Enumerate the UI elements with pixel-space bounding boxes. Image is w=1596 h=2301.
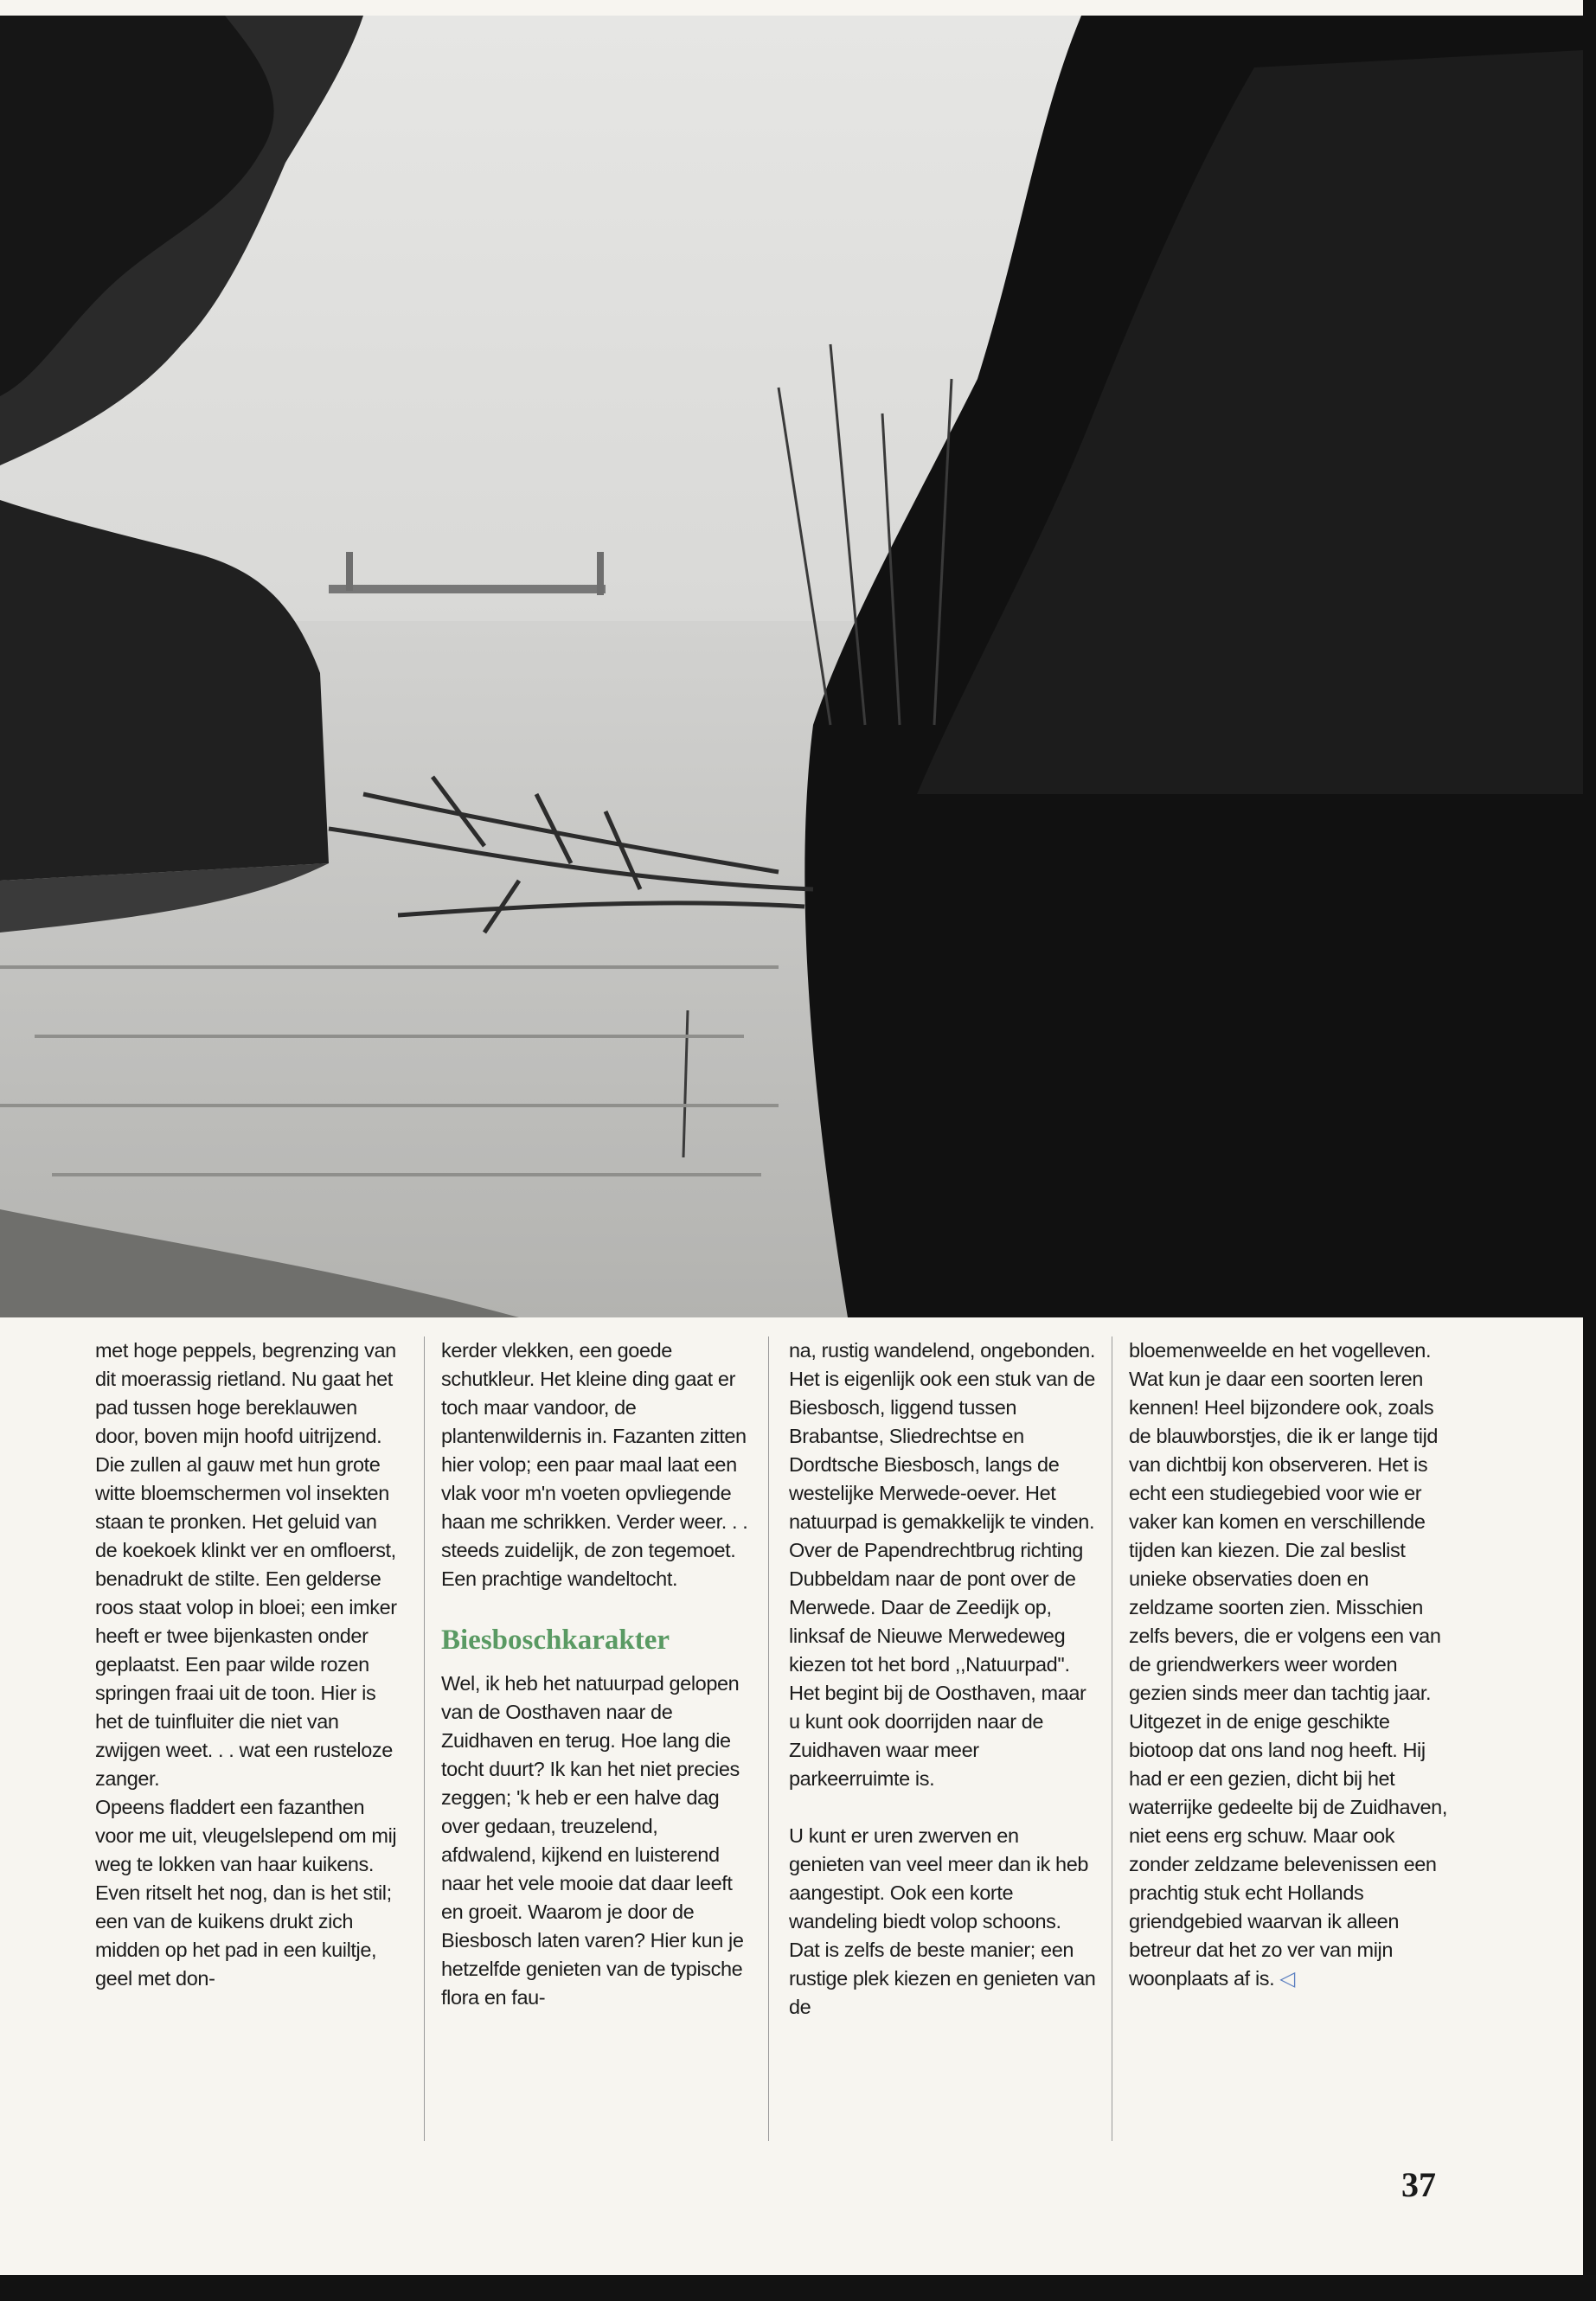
text-column-4 — [1129, 1336, 1449, 2150]
column-divider — [424, 1336, 425, 2141]
text-column-2 — [441, 1336, 748, 2150]
article-text-columns — [95, 1336, 1479, 2167]
text-column-3 — [789, 1336, 1096, 2150]
paragraph-text: bloemenweelde en het vogelleven. Wat kun je daar een soorten leren kennen! Heel bijzondere ook, zoals de blauwborstjes, die ik er lange tijd van dichtbij kon observeren. Het is echt een studiegebied voor wie er vaker kan komen en verschillende tijden kan kiezen. Die zal beslist unieke observaties doen en zeldzame soorten zien. Misschien zelfs bevers, die er volgens een van de griendwerkers weer worden gezien sinds meer dan tachtig jaar. Uitgezet in de enige geschikte biotoop dat ons land nog heeft. Hij had er een gezien, dicht bij het waterrijke gedeelte bij de Zuidhaven, niet eens erg schuw. Maar ook zonder zeldzame belevenissen een prachtig stuk echt Hollands griendgebied waarvan ik alleen betreur dat het zo ver van mijn woonplaats af is. — [1129, 1339, 1447, 1990]
paragraph: met hoge peppels, begrenzing van dit moerassig rietland. Nu gaat het pad tussen hoge bereklauwen door, boven mijn hoofd uitrijzend. Die zullen al gauw met hun grote witte bloemschermen vol insekten staan te pronken. Het geluid van de koekoek klinkt ver en omfloerst, benadrukt de stilte. Een gelderse roos staat volop in bloei; een imker heeft er twee bijenkasten onder geplaatst. Een paar wilde rozen springen fraai uit de toon. Hier is het de tuinfluiter die niet van zwijgen weet. . . wat een rusteloze zanger. Opeens fladdert een fazanthen voor me uit, vleugelslepend om mij weg te lokken van haar kuikens. Even ritselt het nog, dan is het stil; een van de kuikens drukt zich midden op het pad in een kuiltje, geel met don- — [95, 1339, 397, 1990]
section-heading: Biesboschkarakter — [441, 1625, 670, 1656]
scan-border-right — [1583, 0, 1596, 2301]
end-mark-icon: ◁ — [1279, 1967, 1295, 1990]
scan-border-bottom — [0, 2275, 1596, 2301]
photo-illustration — [0, 16, 1583, 1317]
paragraph: U kunt er uren zwerven en genieten van veel meer dan ik heb aangestipt. Ook een korte wandeling biedt volop schoons. Dat is zelfs de beste manier; een rustige plek kiezen en genieten van de — [789, 1824, 1096, 2018]
paragraph — [1129, 1336, 1449, 1993]
paragraph: Wel, ik heb het natuurpad gelopen van de Oosthaven naar de Zuidhaven en terug. Hoe lang die tocht duurt? Ik kan het niet precies zeggen; 'k heb er een halve dag over gedaan, treuzelend, afdwalend, kijkend en luisterend naar het vele mooie dat daar leeft en groeit. Waarom je door de Biesbosch laten varen? Hier kun je hetzelfde genieten van de typische flora en fau- — [441, 1672, 744, 2009]
lake-with-reeds-photo — [0, 16, 1583, 1317]
paragraph: na, rustig wandelend, ongebonden. Het is eigenlijk ook een stuk van de Biesbosch, liggend tussen Brabantse, Sliedrechtse en Dordtsche Biesbosch, langs de westelijke Merwede-oever. Het natuurpad is gemakkelijk te vinden. Over de Papendrechtbrug richting Dubbeldam naar de pont over de Merwede. Daar de Zeedijk op, linksaf de Nieuwe Merwedeweg kiezen tot het bord ,,Natuurpad''. Het begint bij de Oosthaven, maar u kunt ook doorrijden naar de Zuidhaven waar meer parkeerruimte is. — [789, 1339, 1095, 1790]
text-column-1 — [95, 1336, 398, 2150]
column-divider — [768, 1336, 769, 2141]
page-number: 37 — [1401, 2165, 1436, 2204]
paragraph: kerder vlekken, een goede schutkleur. Het kleine ding gaat er toch maar vandoor, de plantenwildernis in. Fazanten zitten hier volop; een paar maal laat een vlak voor m'n voeten opvliegende haan me schrikken. Verder weer. . . steeds zuidelijk, de zon tegemoet. Een prachtige wandeltocht. — [441, 1339, 748, 1590]
